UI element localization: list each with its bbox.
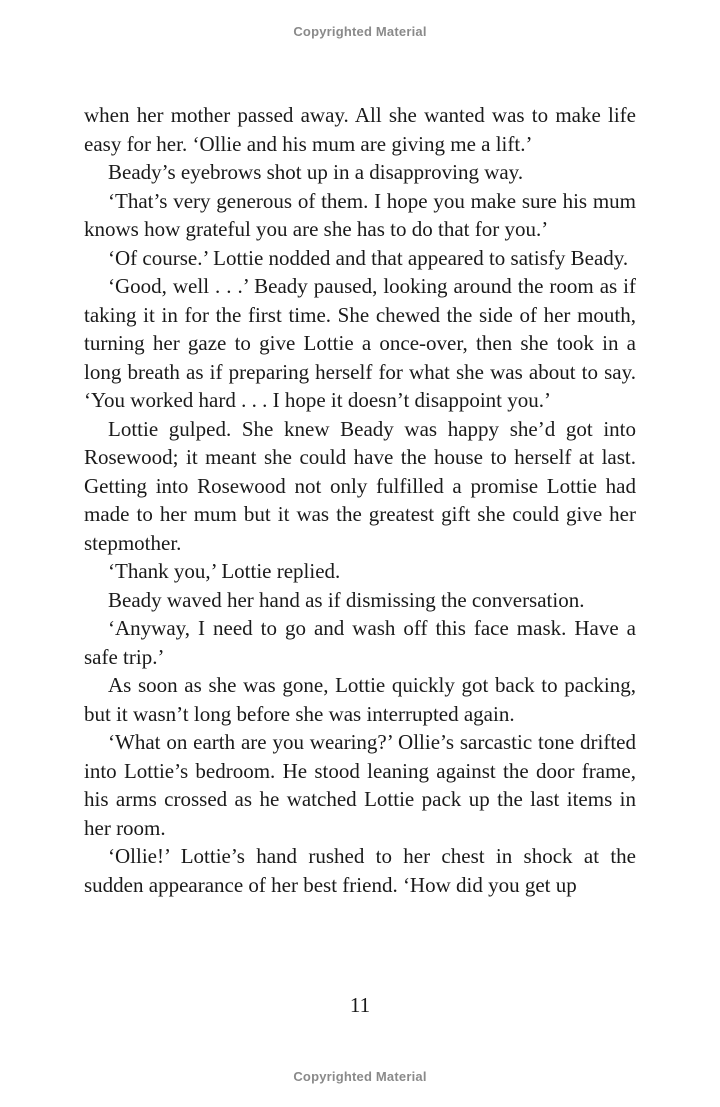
copyright-watermark-bottom: Copyrighted Material <box>293 1069 427 1084</box>
paragraph: ‘Good, well . . .’ Beady paused, looking around the room as if taking it in for the first time. She chewed the side of her mouth, turning her gaze to give Lottie a once-over, then she took in a long breath as if preparing herself for what she was about to say. ‘You worked hard . . . I hope it doesn’t disappoint you.’ <box>84 274 636 412</box>
paragraph: Lottie gulped. She knew Beady was happy she’d got into Rosewood; it meant she could have the house to herself at last. Getting into Rosewood not only fulfilled a promise Lottie had made to her mum but it was the greatest gift she could give her stepmother. <box>84 416 636 555</box>
paragraph: ‘That’s very generous of them. I hope you make sure his mum knows how grateful you are she has to do that for you.’ <box>84 188 636 241</box>
paragraph: ‘Ollie!’ Lottie’s hand rushed to her chest in shock at the sudden appearance of her best friend. ‘How did you get up <box>84 844 636 897</box>
paragraph: Beady waved her hand as if dismissing the conversation. <box>108 587 585 612</box>
paragraph: Beady’s eyebrows shot up in a disapproving way. <box>108 160 524 184</box>
page-number: 11 <box>349 993 371 1017</box>
paragraph: As soon as she was gone, Lottie quickly got back to packing, but it wasn’t long before she was interrupted again. <box>84 673 636 726</box>
paragraph: ‘What on earth are you wearing?’ Ollie’s sarcastic tone drifted into Lottie’s bedroom. He stood leaning against the door frame, his arms crossed as he watched Lottie pack up the last items in her room. <box>84 730 636 840</box>
paragraph: when her mother passed away. All she wanted was to make life easy for her. ‘Ollie and his mum are giving me a lift.’ <box>84 103 636 156</box>
paragraph: ‘Anyway, I need to go and wash off this face mask. Have a safe trip.’ <box>84 616 636 669</box>
copyright-watermark-top: Copyrighted Material <box>293 24 427 39</box>
paragraph: ‘Of course.’ Lottie nodded and that appeared to satisfy Beady. <box>108 245 629 270</box>
page-body-text <box>84 101 636 899</box>
paragraph: ‘Thank you,’ Lottie replied. <box>108 559 341 583</box>
